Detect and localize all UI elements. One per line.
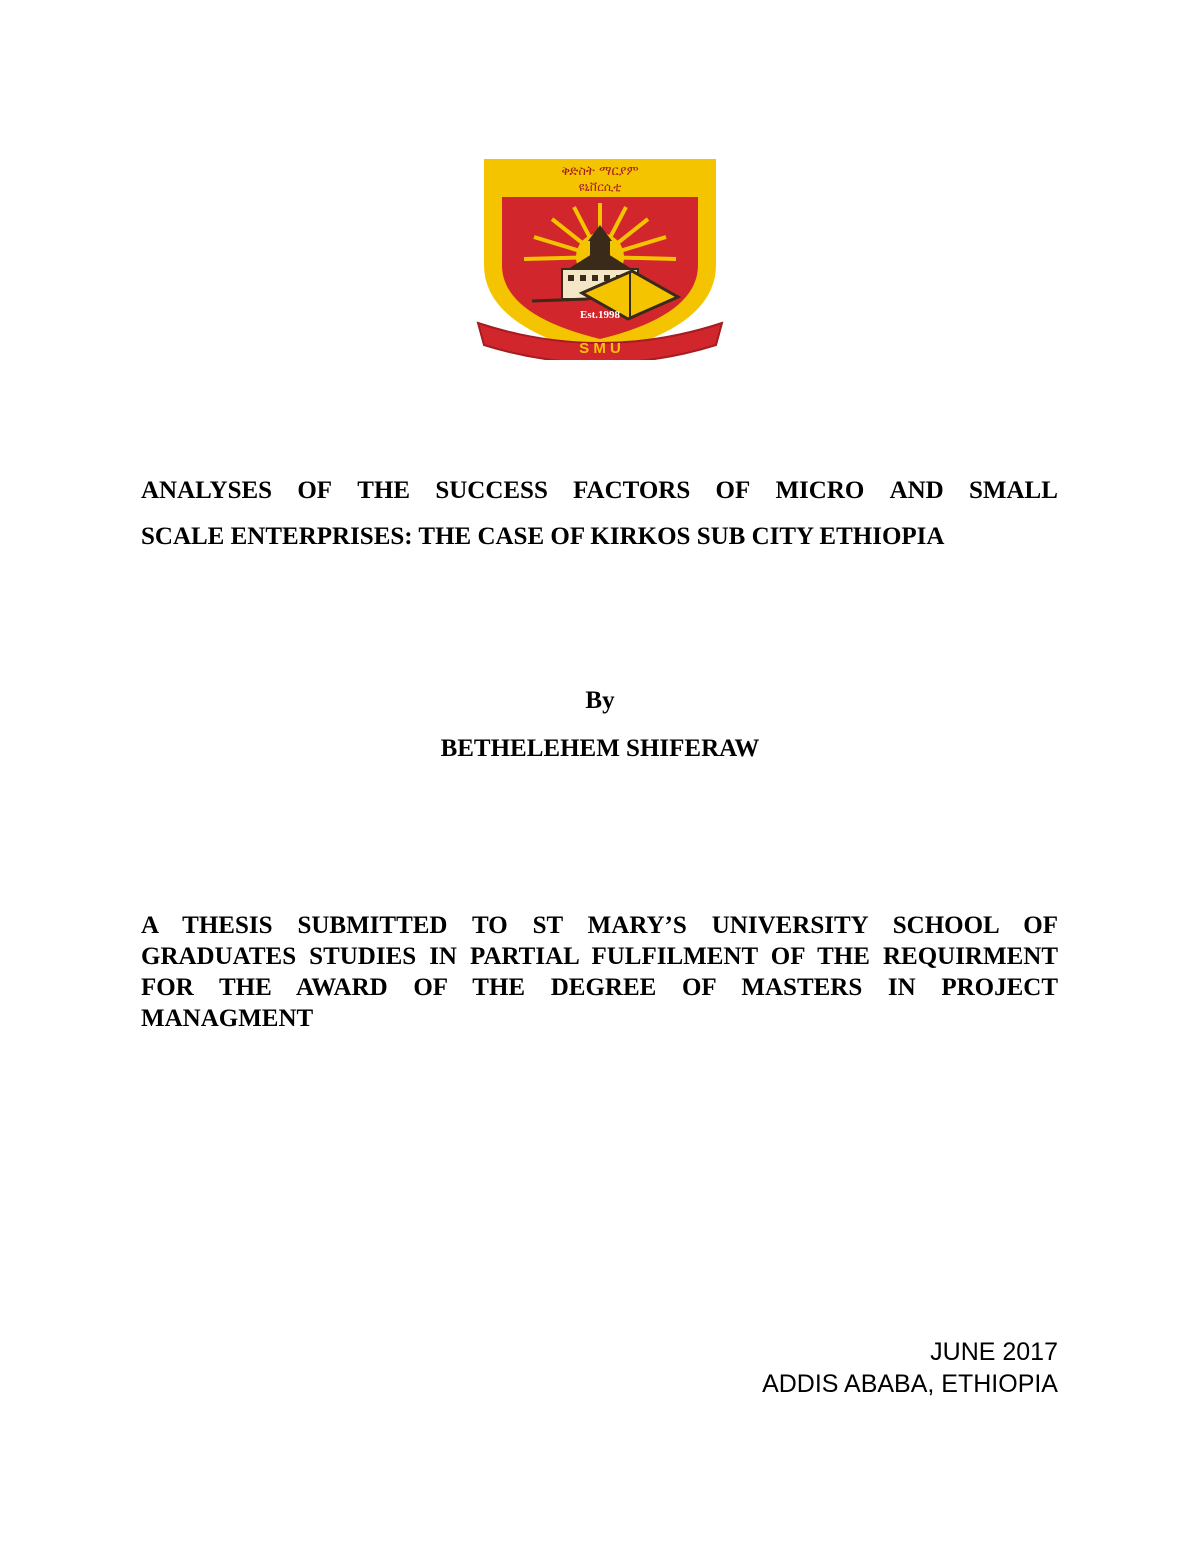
title-word: FACTORS	[573, 477, 691, 504]
title-word: THE	[357, 477, 411, 504]
date-location-block	[762, 1336, 1058, 1400]
submission-location: ADDIS ABABA, ETHIOPIA	[762, 1370, 1058, 1398]
by-label: By	[585, 687, 615, 714]
title-word: ANALYSES	[141, 477, 273, 504]
logo-established: Est.1998	[579, 309, 621, 321]
title-word: AND	[889, 477, 944, 504]
submission-date: JUNE 2017	[930, 1338, 1058, 1366]
logo-initials: S M U	[579, 340, 621, 357]
university-crest-logo	[470, 145, 730, 360]
title-line-2: SCALE ENTERPRISES: THE CASE OF KIRKOS SUB CITY ETHIOPIA	[141, 523, 945, 550]
logo-amharic-line-2: ዩኒቨርሲቲ	[578, 180, 622, 194]
title-word: SMALL	[968, 477, 1058, 504]
title-word: SUCCESS	[435, 477, 548, 504]
title-line-1	[141, 477, 1058, 505]
title-word: OF	[715, 477, 751, 504]
logo-amharic-line-1: ቅድስት ማርያም	[561, 164, 639, 179]
author-name: BETHELEHEM SHIFERAW	[440, 735, 760, 762]
submission-statement: A THESIS SUBMITTED TO ST MARY’S UNIVERSITY SCHOOL OF GRADUATES STUDIES IN PARTIAL FULFILMENT OF THE REQUIRMENT FOR THE AWARD OF THE DEGREE OF MASTERS IN PROJECT MANAGMENT	[141, 912, 1058, 1032]
title-word: MICRO	[775, 477, 865, 504]
title-word: OF	[297, 477, 333, 504]
